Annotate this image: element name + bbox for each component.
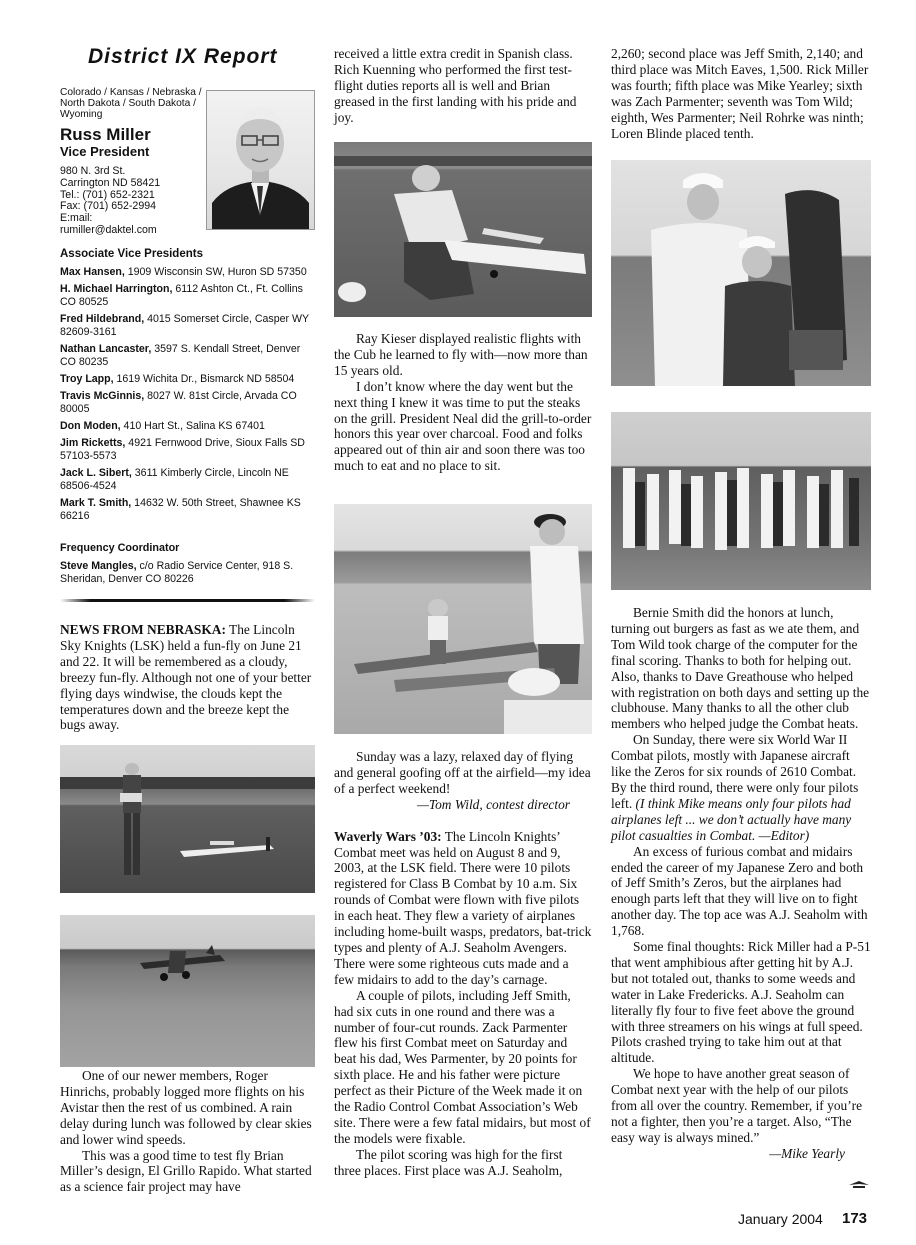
col1-text-bottom [60, 1068, 315, 1195]
col2-para-ray: Ray Kieser displayed realistic flights with the Cub he learned to fly with—now more than 15 years old. [334, 331, 588, 378]
avp-address: 1619 Wichita Dr., Bismarck ND 58504 [113, 373, 295, 385]
avp-name: Mark T. Smith, [60, 497, 132, 509]
col3-para-ww2: On Sunday, there were six World War II Combat pilots, mostly with Japanese aircraft like the Zeros for six rounds of 2610 Combat. By the third round, there were only four pilots left. [611, 732, 859, 811]
avp-entry [60, 497, 315, 523]
col2-para-pilots: A couple of pilots, including Jeff Smith, had six cuts in one round and there was a number of four-cut rounds. Zack Parmenter flew his first Combat meet on Saturday and beat his dad, Wes Parmenter, by 20 points for sixth place. He and his father were picture perfect as their Picture of the Week made it on the Radio Control Combat Association’s Web site. There were a few fatal midairs, but most of the models were fixable. [334, 987, 591, 1146]
vp-email: rumiller@daktel.com [60, 223, 157, 236]
vp-fax: Fax: (701) 652-2994 [60, 200, 156, 213]
col3-para-results: 2,260; second place was Jeff Smith, 2,140; and third place was Mitch Eaves, 1,500. Rick Miller was fourth; fifth place was Mike Yearley; sixth was Zach Parmenter; seventh was Tom Wild; eighth, Wes Parmenter; Neil Rohrke was ninth; Loren Blinde placed tenth. [611, 46, 869, 141]
vp-address-line1: 980 N. 3rd St. [60, 165, 126, 177]
avp-address: 410 Hart St., Salina KS 67401 [120, 420, 265, 432]
footer-date: January 2004 [738, 1211, 823, 1227]
section-header: District IX Report [88, 45, 278, 68]
avp-name: Fred Hildebrand, [60, 313, 145, 325]
avp-entry [60, 266, 315, 279]
col3-signature: —Mike Yearly [769, 1145, 845, 1161]
avp-heading: Associate Vice Presidents [60, 248, 203, 260]
avp-name: Troy Lapp, [60, 373, 114, 385]
waverly-wars-lead: Waverly Wars ’03: [334, 828, 442, 844]
avp-name: Nathan Lancaster, [60, 343, 152, 355]
col2-text-top [334, 46, 592, 126]
vp-name: Russ Miller [60, 125, 151, 144]
vp-title: Vice President [60, 144, 150, 159]
col2-text-bottom [334, 749, 592, 1179]
avp-entry [60, 437, 315, 463]
freq-coordinator-name: Steve Mangles, [60, 560, 137, 572]
col1-para-roger: One of our newer members, Roger Hinrichs, probably logged more flights on his Avistar then the rest of us combined. A rain delay during lunch was followed by clear skies and lower wind speeds. [60, 1068, 312, 1147]
avp-entry [60, 283, 315, 309]
col3-para-next-year: We hope to have another great season of Combat next year with the help of our pilots from all over the country. Remember, if you’re not a fighter, then you’re a target. Also, “The easy way is always mined.” [611, 1066, 863, 1145]
col3-para-lunch: Bernie Smith did the honors at lunch, turning out burgers as fast as we ate them, and Tom Wild took charge of the computer for the final scoring. Thanks to both for helping out. Also, thanks to Dave Greathouse who helped with registration on both days and setting up the clubhouse. Many thanks to all the other club members who helped judge the Combat heats. [611, 605, 870, 732]
avp-entry [60, 467, 315, 493]
avp-address: 4015 Somerset Circle, Casper WY 82609-3161 [60, 313, 309, 338]
photo-two-pilots-hardhats [611, 160, 871, 386]
ama-logo-icon [848, 1178, 870, 1190]
frequency-coordinator-heading: Frequency Coordinator [60, 542, 180, 554]
vp-portrait-photo [206, 90, 315, 230]
avp-name: H. Michael Harrington, [60, 283, 173, 295]
col2-para-scoring: The pilot scoring was high for the first three places. First place was A.J. Seaholm, [334, 1146, 563, 1178]
photo-p38-models [334, 504, 592, 734]
col3-para-midairs: An excess of furious combat and midairs ended the career of my Japanese Zero and both of Jeff Smith’s Zeros, but the airplanes had enough parts left that they will live on to fight another day. The top ace was A.J. Seaholm with 1,768. [611, 843, 868, 939]
avp-name: Jim Ricketts, [60, 437, 126, 449]
news-lead: NEWS FROM NEBRASKA: [60, 622, 226, 637]
freq-coordinator-address: c/o Radio Service Center, 918 S. Sheridan, Denver CO 80226 [60, 560, 294, 585]
frequency-coordinator [60, 560, 315, 586]
avp-address: 3597 S. Kendall Street, Denver CO 80235 [60, 343, 301, 368]
waverly-wars-body: The Lincoln Knights’ Combat meet was held on August 8 and 9, 2003, at the LSK field. There were 10 pilots registered for Class B Combat by 10 a.m. Six rounds of Combat were flown with five pilots in each heat. They flew a variety of airplanes including home-built wasps, predators, bat-trick types and plenty of A.J. Seaholm Avengers. There were some righteous cuts made and a few midairs to add to the day’s carnage. [334, 828, 592, 987]
avp-name: Don Moden, [60, 420, 121, 432]
col1-para-el-grillo: This was a good time to test fly Brian Miller’s design, El Grillo Rapido. What started as a science fair project may have [60, 1147, 312, 1195]
avp-address: 8027 W. 81st Circle, Arvada CO 80005 [60, 390, 297, 415]
photo-pilot-runway [60, 745, 315, 893]
photo-ray-kieser-cub [334, 142, 592, 317]
avp-address: 6112 Ashton Ct., Ft. Collins CO 80525 [60, 283, 303, 308]
col2-text-mid [334, 331, 592, 474]
col3-text-top [611, 46, 871, 141]
sidebar-divider-top [60, 599, 315, 602]
editor-note: (I think Mike means only four pilots had airplanes left ... we don’t actually have many pilot casualties in Combat. —Editor) [611, 795, 852, 843]
col3-text-bottom [611, 605, 871, 1162]
avp-name: Max Hansen, [60, 266, 125, 278]
col2-para-sunday: Sunday was a lazy, relaxed day of flying and general goofing off at the airfield—my idea of a perfect weekend! [334, 749, 591, 796]
col3-para-final-thoughts: Some final thoughts: Rick Miller had a P-51 that went amphibious after getting hit by A.J. but not totaled out, thanks to some weeds and water in Lake Fredericks. A.J. Seaholm can literally fly four to five feet above the ground with three streamers on his wings at full speed. Pilots crashed trying to take him out at that altitude. [611, 939, 871, 1066]
news-body: The Lincoln Sky Knights (LSK) held a fun-fly on June 21 and 22. It will be remembered as a cloudy, breezy fun-fly. Although not one of your better flying days windwise, the clouds kept the temperatures down and the breeze kept the bugs away. [60, 622, 312, 733]
vp-address-line2: Carrington ND 58421 [60, 176, 161, 189]
avp-entry [60, 343, 315, 369]
avp-name: Jack L. Sibert, [60, 467, 132, 479]
news-from-nebraska [60, 622, 315, 733]
col2-para-steaks: I don’t know where the day went but the next thing I knew it was time to put the steaks on the grill. President Neal did the grill-to-order honors this year over charcoal. Food and folks appeared out of thin air and soon there was too much to eat and no place to sit. [334, 378, 592, 474]
avp-address: 14632 W. 50th Street, Shawnee KS 66216 [60, 497, 301, 522]
avp-address: 1909 Wisconsin SW, Huron SD 57350 [124, 266, 307, 278]
avp-entry [60, 390, 315, 416]
avp-address: 4921 Fernwood Drive, Sioux Falls SD 57103-5573 [60, 437, 305, 462]
col2-signature: —Tom Wild, contest director [416, 796, 570, 812]
photo-plane-takeoff [60, 915, 315, 1067]
avp-entry [60, 420, 315, 433]
avp-address: 3611 Kimberly Circle, Lincoln NE 68506-4524 [60, 467, 289, 492]
vp-email-label: E:mail: [60, 212, 93, 225]
col2-para-continued: received a little extra credit in Spanish class. Rich Kuenning who performed the first test-flight duties reports all is well and Brian greased in the first landing with his pride and joy. [334, 46, 577, 125]
avp-name: Travis McGinnis, [60, 390, 145, 402]
avp-list [60, 266, 315, 527]
states-list: Colorado / Kansas / Nebraska / North Dakota / South Dakota / Wyoming [60, 87, 202, 120]
photo-group-combat-pilots [611, 412, 871, 590]
avp-entry [60, 313, 315, 339]
vp-contact [60, 166, 210, 237]
avp-entry [60, 373, 315, 386]
vp-tel: Tel.: (701) 652-2321 [60, 188, 155, 201]
page-number: 173 [842, 1210, 868, 1227]
